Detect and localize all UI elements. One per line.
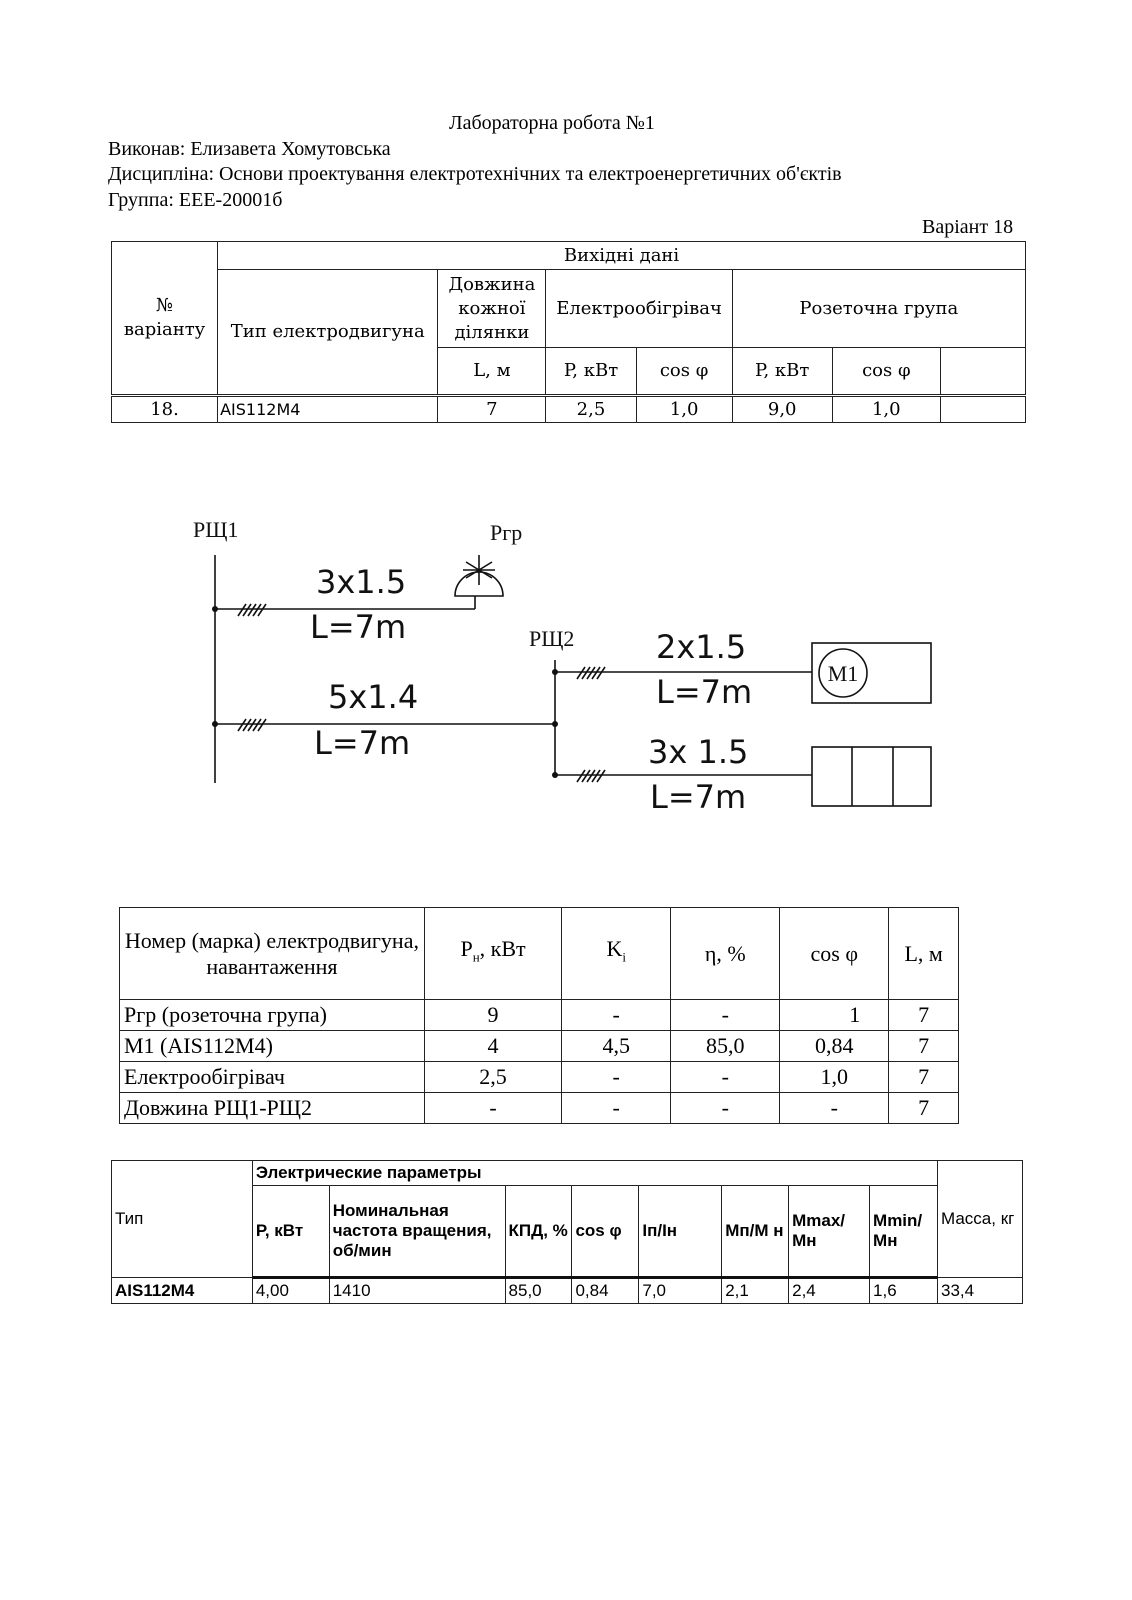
- header-col: Р, кВт: [252, 1186, 329, 1278]
- length-label: L=7m: [314, 724, 411, 762]
- header-motor-type: Тип електродвигуна: [218, 270, 438, 396]
- source-data-table: [111, 241, 1026, 423]
- header-col: Номинальная частота вращения, об/мин: [329, 1186, 505, 1278]
- table-cell: 4,5: [562, 1031, 671, 1062]
- table-cell: 33,4: [937, 1278, 1022, 1304]
- header-col: Mmin/ Мн: [870, 1186, 938, 1278]
- table-cell: 1,0: [636, 396, 732, 423]
- table-cell: -: [562, 1093, 671, 1124]
- header-efficiency: η, %: [671, 908, 780, 1000]
- pgr-label: Ргр: [490, 520, 523, 545]
- table-cell: -: [671, 1093, 780, 1124]
- discipline-line: Дисципліна: Основи проектування електротехнічних та електроенергетичних об'єктів: [108, 163, 842, 185]
- cable-label: 3x 1.5: [648, 733, 749, 771]
- wiring-diagram: [0, 480, 1132, 840]
- rsh1-label: РЩ1: [193, 517, 239, 542]
- table-cell: 0,84: [780, 1031, 889, 1062]
- table-cell: 4,00: [252, 1278, 329, 1304]
- table-cell: 2,1: [722, 1278, 789, 1304]
- table-cell: 9: [424, 1000, 561, 1031]
- cable-label: 2x1.5: [656, 628, 747, 666]
- header-mass: Масса, кг: [937, 1161, 1022, 1278]
- header-section-length: Довжина кожної ділянки: [438, 270, 546, 348]
- rsh2-label: РЩ2: [529, 626, 575, 651]
- table-row: [120, 1062, 959, 1093]
- header-socket-group: Розеточна група: [732, 270, 1025, 348]
- header-col: cos φ: [572, 1186, 639, 1278]
- table-cell: 85,0: [671, 1031, 780, 1062]
- table-cell: M1 (AIS112M4): [120, 1031, 425, 1062]
- subheader-heater-cos: cos φ: [636, 348, 732, 396]
- table-cell: -: [671, 1062, 780, 1093]
- table-row: [112, 1278, 1023, 1304]
- table-cell: 7: [889, 1093, 959, 1124]
- header-col: Mmax/ Мн: [789, 1186, 870, 1278]
- doc-title: Лабораторна робота №1: [449, 112, 655, 134]
- header-col: Мп/М н: [722, 1186, 789, 1278]
- table-cell: AIS112M4: [218, 396, 438, 423]
- table-cell: -: [562, 1000, 671, 1031]
- table-cell: -: [671, 1000, 780, 1031]
- table-row: [120, 1031, 959, 1062]
- table-cell: -: [780, 1093, 889, 1124]
- header-power: $P_н$, кВт: [424, 908, 561, 1000]
- header-cos: cos φ: [780, 908, 889, 1000]
- table-cell: 7: [889, 1031, 959, 1062]
- length-label: L=7m: [310, 608, 407, 646]
- table-cell: 9,0: [732, 396, 832, 423]
- header-heater: Електрообігрівач: [546, 270, 732, 348]
- heater-box: [812, 747, 931, 806]
- header-length: L, м: [889, 908, 959, 1000]
- motor-label: M1: [827, 661, 859, 686]
- motor-specs-table: [111, 1160, 1023, 1304]
- cable-label: 3x1.5: [316, 563, 407, 601]
- table-cell: Ргр (розеточна група): [120, 1000, 425, 1031]
- subheader-socket-cos: cos φ: [832, 348, 940, 396]
- table-cell: -: [424, 1093, 561, 1124]
- header-load-name: Номер (марка) електродвигуна, навантаження: [120, 908, 425, 1000]
- table-cell: 2,5: [424, 1062, 561, 1093]
- table-cell: 1: [780, 1000, 889, 1031]
- table-cell: 2,4: [789, 1278, 870, 1304]
- table-row: [120, 1093, 959, 1124]
- table-cell: 7: [889, 1062, 959, 1093]
- table-cell: 2,5: [546, 396, 636, 423]
- junction-dot: [552, 669, 558, 675]
- header-type: Тип: [112, 1161, 253, 1278]
- subheader-heater-power: P, кВт: [546, 348, 636, 396]
- group-line: Группа: ЕЕЕ-20001б: [108, 189, 283, 211]
- header-electrical-params: Электрические параметры: [252, 1161, 937, 1186]
- header-variant-no: № варіанту: [112, 242, 218, 396]
- table-cell: 7: [438, 396, 546, 423]
- empty-cell: [940, 348, 1025, 396]
- junction-dot: [212, 606, 218, 612]
- subheader-socket-power: P, кВт: [732, 348, 832, 396]
- header-source-data: Вихідні дані: [218, 242, 1026, 270]
- table-cell: 0,84: [572, 1278, 639, 1304]
- table-cell: Електрообігрівач: [120, 1062, 425, 1093]
- empty-cell: [940, 396, 1025, 423]
- header-col: КПД, %: [505, 1186, 572, 1278]
- table-cell: 1,0: [780, 1062, 889, 1093]
- table-cell: -: [562, 1062, 671, 1093]
- header-ki: $K_i$: [562, 908, 671, 1000]
- socket-group-symbol: [455, 555, 503, 596]
- table-cell: AIS112M4: [112, 1278, 253, 1304]
- author-line: Виконав: Елизавета Хомутовська: [108, 138, 391, 160]
- subheader-length: L, м: [438, 348, 546, 396]
- table-cell: 7,0: [639, 1278, 722, 1304]
- table-cell: 7: [889, 1000, 959, 1031]
- table-cell: 1,0: [832, 396, 940, 423]
- table-cell: 18.: [112, 396, 218, 423]
- loads-table: [119, 907, 959, 1124]
- cable-label: 5x1.4: [328, 678, 419, 716]
- table-cell: Довжина РЩ1-РЩ2: [120, 1093, 425, 1124]
- junction-dot: [552, 772, 558, 778]
- table-row: [120, 1000, 959, 1031]
- table-cell: 4: [424, 1031, 561, 1062]
- variant-label: Варіант 18: [922, 216, 1014, 238]
- table-cell: 1,6: [870, 1278, 938, 1304]
- header-col: Iп/Iн: [639, 1186, 722, 1278]
- length-label: L=7m: [650, 778, 747, 816]
- junction-dot: [212, 721, 218, 727]
- table-cell: 1410: [329, 1278, 505, 1304]
- table-cell: 85,0: [505, 1278, 572, 1304]
- junction-dot: [552, 721, 558, 727]
- length-label: L=7m: [656, 673, 753, 711]
